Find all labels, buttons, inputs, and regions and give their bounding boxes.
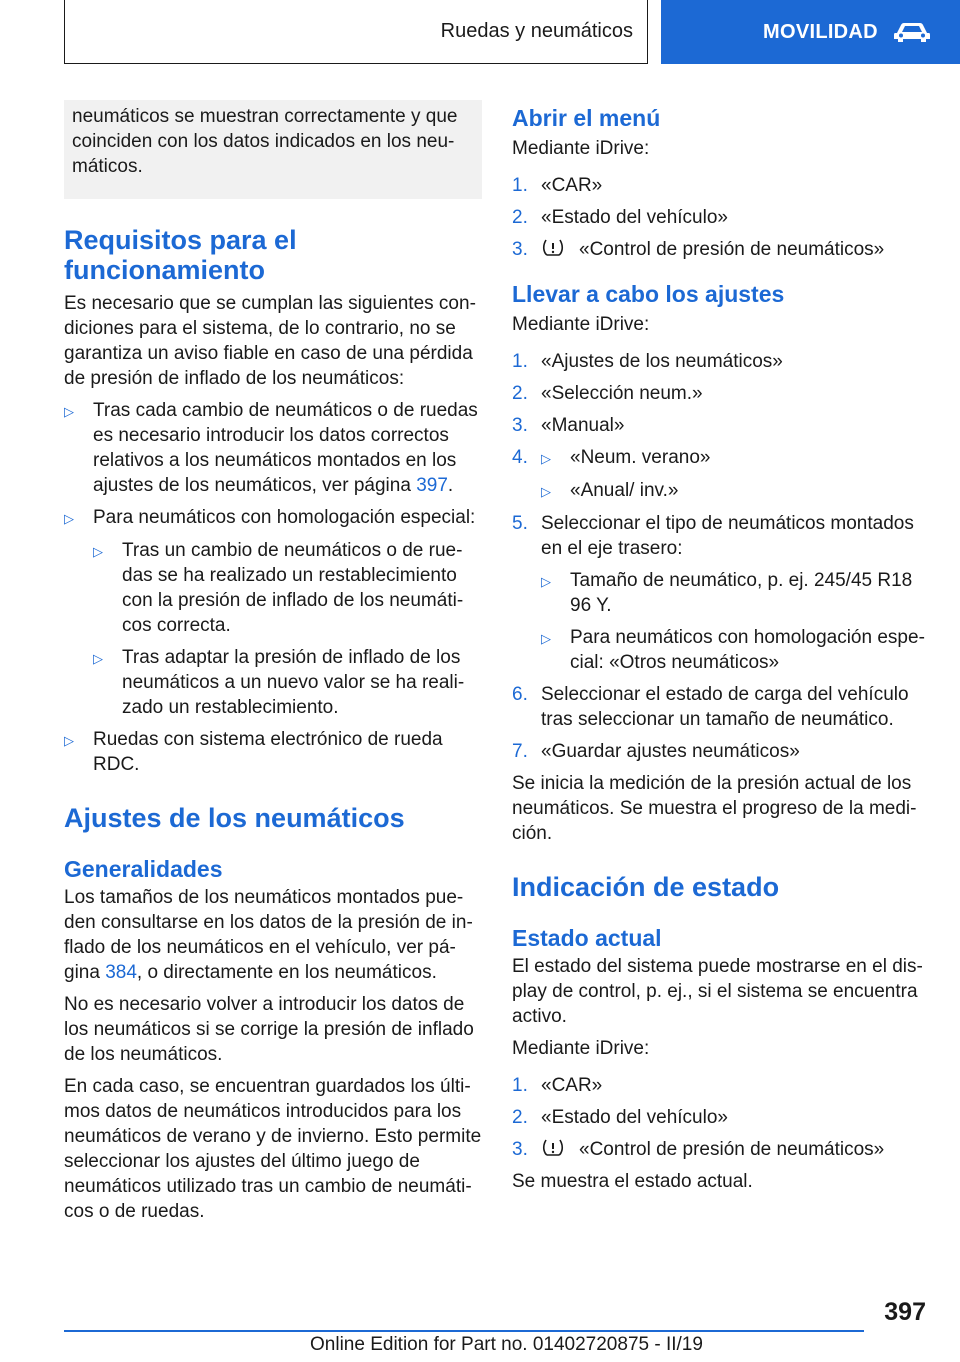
list-item — [512, 349, 932, 374]
step-number: 2. — [512, 383, 528, 404]
paragraph-text: Los tamaños de los neumáticos montados pueden consultarse en los datos de la presión de inflado de los neumáticos en el vehículo, ver página — [64, 887, 473, 983]
heading-general: Generalidades — [64, 856, 223, 882]
bullet-text: Para neumáticos con homologación especial: «Otros neumáticos» — [570, 627, 925, 673]
list-item — [512, 205, 932, 230]
triangle-bullet-icon: ▷ — [64, 511, 74, 526]
footer-divider — [64, 1330, 864, 1332]
step-number: 4. — [512, 447, 528, 468]
list-item — [93, 538, 482, 638]
settings-intro: Mediante iDrive: — [512, 314, 650, 335]
menu-intro: Mediante iDrive: — [512, 138, 650, 159]
step-number: 7. — [512, 741, 528, 762]
list-item — [512, 237, 932, 262]
list-item — [541, 568, 932, 618]
list-item — [512, 1073, 932, 1098]
step-number: 1. — [512, 1075, 528, 1096]
step-text: Seleccionar el estado de carga del vehículo tras seleccionar un tamaño de neumático. — [541, 684, 909, 730]
triangle-bullet-icon: ▷ — [93, 544, 103, 559]
triangle-bullet-icon: ▷ — [541, 631, 551, 646]
list-item — [512, 682, 932, 732]
step-text: «Estado del vehículo» — [541, 207, 728, 228]
bullet-text: «Anual/ inv.» — [570, 480, 679, 501]
page-link-384[interactable]: 384 — [105, 962, 137, 983]
list-item — [512, 413, 932, 438]
list-item — [512, 739, 932, 764]
list-item — [64, 505, 482, 531]
step-number: 6. — [512, 684, 528, 705]
heading-requirements: Requisitos para el funcionamiento — [64, 225, 297, 285]
step-number: 3. — [512, 1139, 528, 1160]
triangle-bullet-icon: ▷ — [541, 451, 551, 466]
list-item — [541, 478, 932, 504]
triangle-bullet-icon: ▷ — [541, 484, 551, 499]
header-section-tab — [64, 0, 648, 64]
paragraph-text: , o directamente en los neumáticos. — [136, 962, 437, 983]
bullet-text: «Neum. verano» — [570, 447, 711, 468]
right-column — [512, 100, 932, 1194]
current-status-intro: Mediante iDrive: — [512, 1038, 650, 1059]
heading-open-menu: Abrir el menú — [512, 105, 661, 131]
step-number: 2. — [512, 207, 528, 228]
list-item — [512, 511, 932, 675]
step-number: 3. — [512, 239, 528, 260]
list-item — [64, 398, 482, 498]
settings-outro: Se inicia la medición de la presión actual de los neumáticos. Se muestra el progreso de la medición. — [512, 773, 917, 844]
requirements-intro: Es necesario que se cumplan las siguientes condiciones para el sistema, de lo contrario, no se garantiza un aviso fiable en caso de una pérdida de presión de inflado de los neumáticos: — [64, 293, 476, 389]
general-paragraph-3: En cada caso, se encuentran guardados los últimos datos de neumáticos introducidos para los neumáticos de verano y de invierno. Esto permite seleccionar los ajustes del último juego de neumáticos utilizado tras un cambio de neumáticos o de ruedas. — [64, 1076, 482, 1222]
tire-pressure-warning-icon — [541, 1138, 565, 1158]
page-number: 397 — [884, 1298, 926, 1326]
header-chapter-tab — [661, 0, 960, 64]
list-item — [541, 445, 932, 471]
bullet-text: Tras adaptar la presión de inflado de los neumáticos a un nuevo valor se ha realizado un restablecimiento. — [122, 647, 465, 718]
step-number: 3. — [512, 415, 528, 436]
step-text: «Control de presión de neumáticos» — [579, 239, 885, 260]
current-status-paragraph: El estado del sistema puede mostrarse en el display de control, p. ej., si el sistema se encuentra activo. — [512, 956, 923, 1027]
punctuation: . — [447, 475, 454, 496]
list-item — [512, 1137, 932, 1162]
step-text: «CAR» — [541, 1075, 603, 1096]
header-section-title: Ruedas y neumáticos — [440, 20, 633, 42]
triangle-bullet-icon: ▷ — [93, 651, 103, 666]
list-item — [512, 381, 932, 406]
step-text: «Control de presión de neumáticos» — [579, 1139, 885, 1160]
step-text: «Guardar ajustes neumáticos» — [541, 741, 800, 762]
triangle-bullet-icon: ▷ — [541, 574, 551, 589]
step-number: 5. — [512, 513, 528, 534]
left-column — [64, 100, 482, 1224]
step-text: Seleccionar el tipo de neumáticos montados en el eje trasero: — [541, 513, 914, 559]
heading-tire-settings: Ajustes de los neumáticos — [64, 803, 405, 833]
list-item — [93, 645, 482, 720]
list-item — [512, 173, 932, 198]
general-paragraph-1 — [64, 885, 482, 985]
heading-current-status: Estado actual — [512, 925, 662, 951]
step-text: «CAR» — [541, 175, 603, 196]
tire-pressure-warning-icon — [541, 238, 565, 258]
list-item — [512, 1105, 932, 1130]
step-text: «Estado del vehículo» — [541, 1107, 728, 1128]
list-item — [512, 445, 932, 504]
bullet-text: Ruedas con sistema electrónico de rueda RDC. — [93, 729, 443, 775]
list-item — [64, 727, 482, 777]
heading-perform-settings: Llevar a cabo los ajustes — [512, 281, 785, 307]
step-text: «Ajustes de los neumáticos» — [541, 351, 783, 372]
triangle-bullet-icon: ▷ — [64, 404, 74, 419]
car-icon — [892, 20, 932, 44]
step-text: «Selección neum.» — [541, 383, 703, 404]
list-item — [541, 625, 932, 675]
step-text: «Manual» — [541, 415, 625, 436]
heading-status-display: Indicación de estado — [512, 872, 780, 902]
bullet-text: Tamaño de neumático, p. ej. 245/45 R18 96 Y. — [570, 570, 913, 616]
bullet-text: Para neumáticos con homologación especial: — [93, 507, 476, 528]
step-number: 1. — [512, 351, 528, 372]
general-paragraph-2: No es necesario volver a introducir los datos de los neumáticos si se corrige la presión de inflado de los neumáticos. — [64, 994, 474, 1065]
note-text: neumáticos se muestran correctamente y que coinciden con los datos indicados en los neumáticos. — [72, 106, 458, 177]
bullet-text: Tras un cambio de neumáticos o de ruedas se ha realizado un restablecimiento con la presión de inflado de los neumáticos correcta. — [122, 540, 464, 636]
bullet-text: Tras cada cambio de neumáticos o de ruedas es necesario introducir los datos correctos relativos a los neumáticos montados en los ajustes de los neumáticos, ver página — [93, 400, 478, 496]
step-number: 1. — [512, 175, 528, 196]
page-link-397[interactable]: 397 — [416, 475, 448, 496]
step-number: 2. — [512, 1107, 528, 1128]
note-box — [64, 100, 482, 199]
header-chapter-title: MOVILIDAD — [763, 20, 878, 43]
footer-edition: Online Edition for Part no. 01402720875 - II/19 — [310, 1334, 703, 1355]
current-status-outro: Se muestra el estado actual. — [512, 1171, 753, 1192]
triangle-bullet-icon: ▷ — [64, 733, 74, 748]
